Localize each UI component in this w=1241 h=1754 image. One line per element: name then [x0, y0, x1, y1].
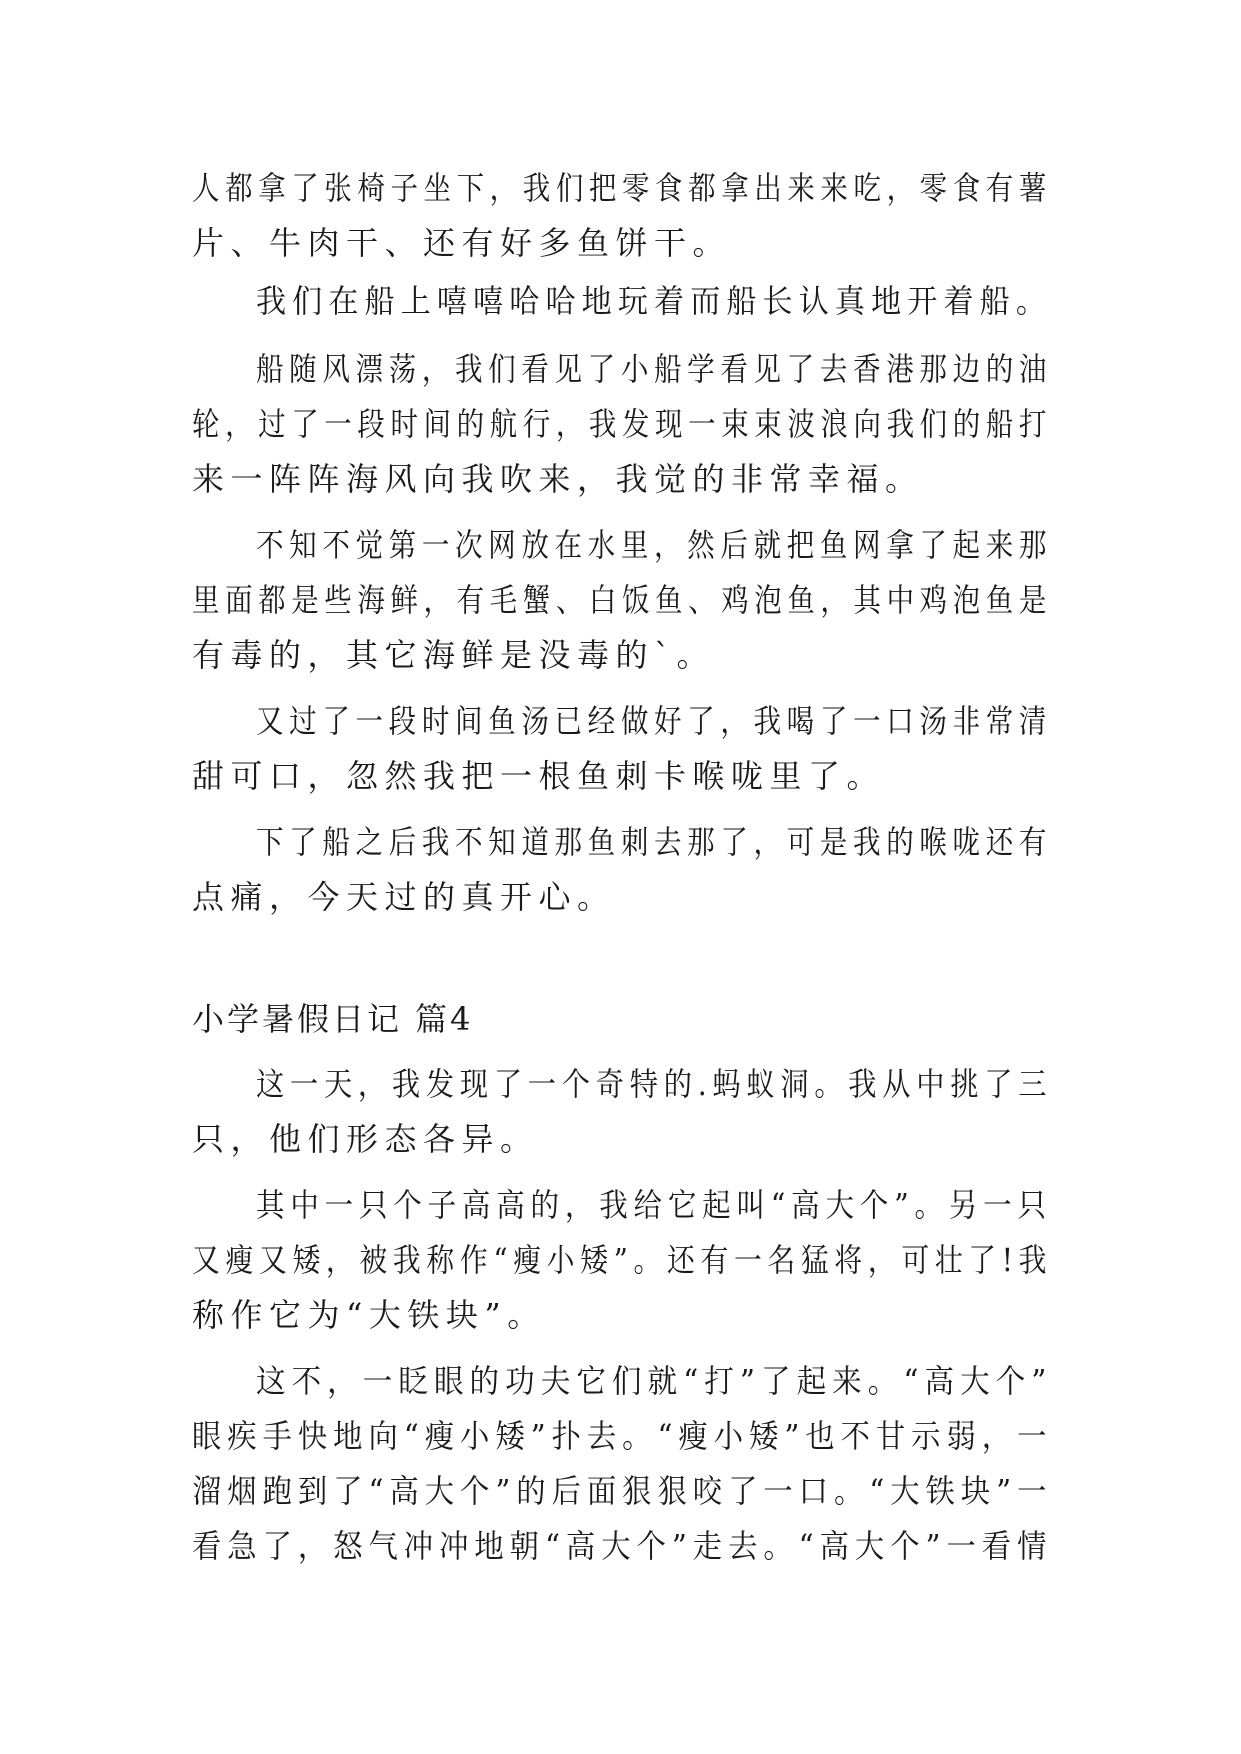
paragraph-first-line: 下了船之后我不知道那鱼刺去那了，可是我的喉咙还有 [256, 823, 1053, 861]
section-heading: 小学暑假日记 篇4 [192, 1000, 474, 1038]
text-line: 看急了，怒气冲冲地朝“高大个”走去。“高大个”一看情 [192, 1527, 1053, 1565]
paragraph-first-line: 其中一只个子高高的，我给它起叫“高大个”。另一只 [256, 1186, 1052, 1224]
text-line: 甜可口，忽然我把一根鱼刺卡喉咙里了。 [192, 757, 886, 795]
paragraph-first-line: 又过了一段时间鱼汤已经做好了，我喝了一口汤非常清 [256, 702, 1053, 740]
text-line: 溜烟跑到了“高大个”的后面狠狠咬了一口。“大铁块”一 [192, 1472, 1053, 1510]
text-line: 称作它为“大铁块”。 [192, 1296, 546, 1334]
paragraph-first-line: 船随风漂荡，我们看见了小船学看见了去香港那边的油 [256, 350, 1053, 388]
text-line: 轮，过了一段时间的航行，我发现一束束波浪向我们的船打 [192, 405, 1052, 443]
text-line: 点痛，今天过的真开心。 [192, 878, 616, 916]
text-line: 里面都是些海鲜，有毛蟹、白饭鱼、鸡泡鱼，其中鸡泡鱼是 [192, 581, 1052, 619]
paragraph-first-line: 这不，一眨眼的功夫它们就“打”了起来。“高大个” [256, 1362, 1053, 1400]
text-line: 只，他们形态各异。 [192, 1120, 539, 1158]
text-line: 来一阵阵海风向我吹来，我觉的非常幸福。 [192, 460, 924, 498]
paragraph-first-line: 不知不觉第一次网放在水里，然后就把鱼网拿了起来那 [256, 526, 1053, 564]
text-line: 又瘦又矮，被我称作“瘦小矮”。还有一名猛将，可壮了!我 [192, 1241, 1053, 1279]
text-line: 人都拿了张椅子坐下，我们把零食都拿出来来吃，零食有薯 [192, 169, 1052, 207]
text-line: 片、牛肉干、还有好多鱼饼干。 [192, 224, 732, 262]
paragraph-first-line: 这一天，我发现了一个奇特的.蚂蚁洞。我从中挑了三 [256, 1065, 1053, 1103]
paragraph-first-line: 我们在船上嘻嘻哈哈地玩着而船长认真地开着船。 [256, 282, 1053, 320]
text-line: 眼疾手快地向“瘦小矮”扑去。“瘦小矮”也不甘示弱，一 [192, 1417, 1053, 1455]
text-line: 有毒的，其它海鲜是没毒的`。 [192, 636, 716, 674]
